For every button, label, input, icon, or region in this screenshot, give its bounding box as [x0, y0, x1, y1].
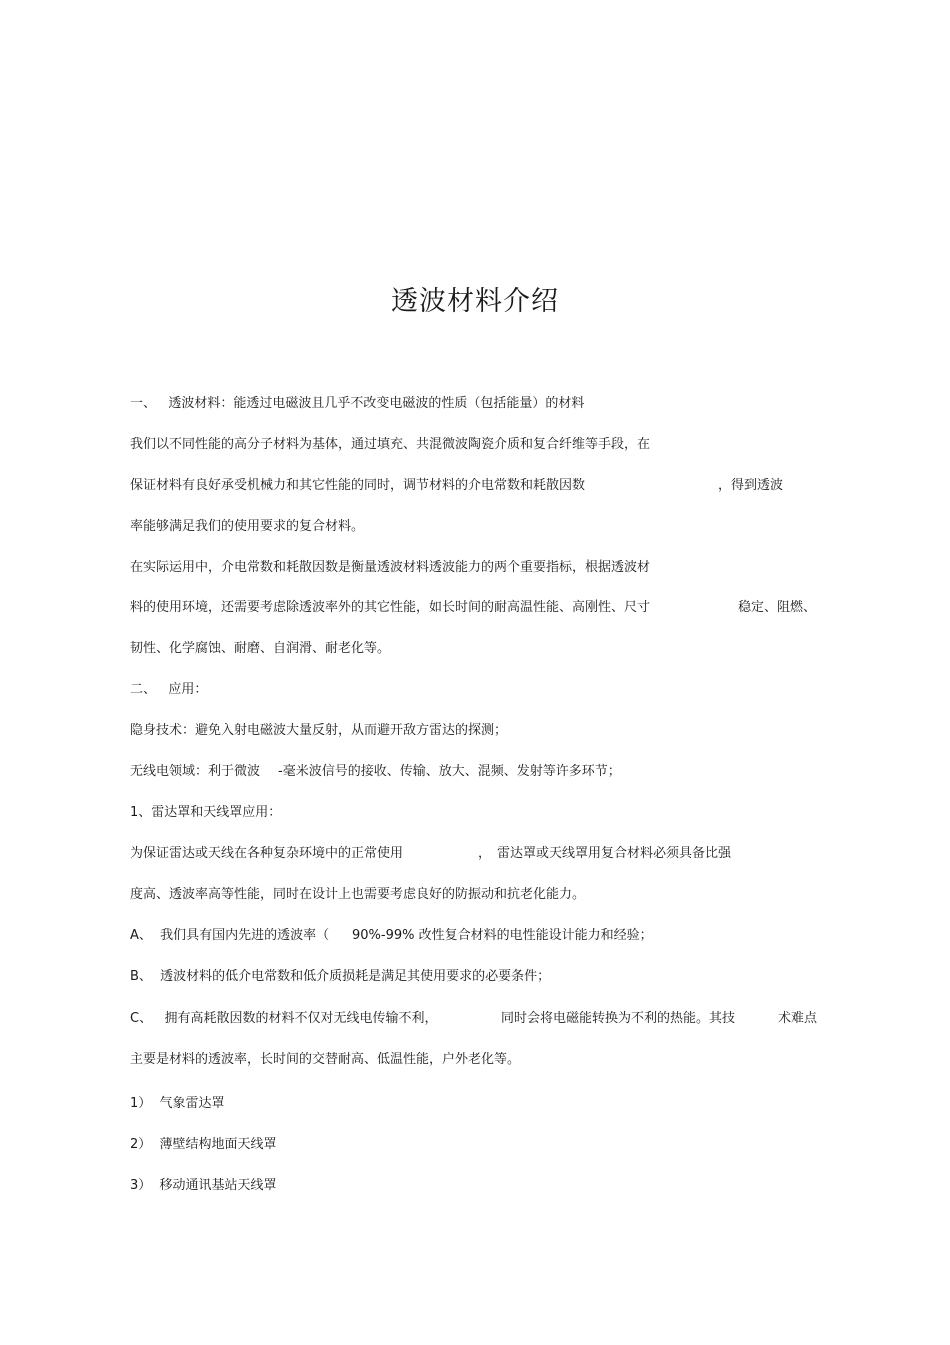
list-item-c-middle: 同时会将电磁能转换为不利的热能。其技 [501, 1011, 736, 1026]
paragraph-line-tail: 稳定、阻燃、 [738, 600, 817, 615]
paragraph-line: 度高、透波率高等性能，同时在设计上也需要考虑良好的防振动和抗老化能力。 [130, 887, 586, 902]
paragraph-line: 隐身技术：避免入射电磁波大量反射，从而避开敌方雷达的探测； [130, 723, 508, 738]
list-item-a-tail: 90%-99% 改性复合材料的电性能设计能力和经验； [352, 928, 653, 943]
list-item-b: B、 透波材料的低介电常数和低介质损耗是满足其使用要求的必要条件； [130, 969, 551, 984]
paragraph-line: 在实际运用中，介电常数和耗散因数是衡量透波材料透波能力的两个重要指标，根据透波材 [130, 560, 651, 575]
section-heading: 二、 应用： [130, 682, 208, 697]
paragraph-line: 无线电领域：利于微波 [130, 764, 261, 779]
paragraph-line: 主要是材料的透波率，长时间的交替耐高、低温性能，户外老化等。 [130, 1052, 521, 1067]
paragraph-line: 保证材料有良好承受机械力和其它性能的同时，调节材料的介电常数和耗散因数 [130, 478, 586, 493]
numbered-item-3: 3） 移动通讯基站天线罩 [130, 1178, 277, 1193]
paragraph-line-tail: ，得到透波 [718, 478, 784, 493]
list-item-a: A、 我们具有国内先进的透波率（ [130, 928, 330, 943]
page-title: 透波材料介绍 [391, 286, 559, 317]
paragraph-line: 我们以不同性能的高分子材料为基体，通过填充、共混微波陶瓷介质和复合纤维等手段，在 [130, 437, 651, 452]
paragraph-line: 韧性、化学腐蚀、耐磨、自润滑、耐老化等。 [130, 641, 391, 656]
paragraph-comma: ， [478, 846, 492, 861]
paragraph-line: 为保证雷达或天线在各种复杂环境中的正常使用 [130, 846, 404, 861]
numbered-item-1: 1） 气象雷达罩 [130, 1096, 225, 1111]
paragraph-line-tail: -毫米波信号的接收、传输、放大、混频、发射等许多环节； [278, 764, 621, 779]
paragraph-line: 率能够满足我们的使用要求的复合材料。 [130, 519, 365, 534]
subsection-heading: 1、雷达罩和天线罩应用： [130, 805, 282, 820]
definition-heading: 一、 透波材料：能透过电磁波且几乎不改变电磁波的性质（包括能量）的材料 [130, 396, 585, 411]
list-item-c: C、 拥有高耗散因数的材料不仅对无线电传输不利， [130, 1011, 438, 1026]
numbered-item-2: 2） 薄壁结构地面天线罩 [130, 1137, 277, 1152]
list-item-c-tail: 术难点 [778, 1011, 818, 1026]
paragraph-line: 料的使用环境，还需要考虑除透波率外的其它性能，如长时间的耐高温性能、高刚性、尺寸 [130, 600, 651, 615]
paragraph-line-tail: 雷达罩或天线罩用复合材料必须具备比强 [497, 846, 732, 861]
